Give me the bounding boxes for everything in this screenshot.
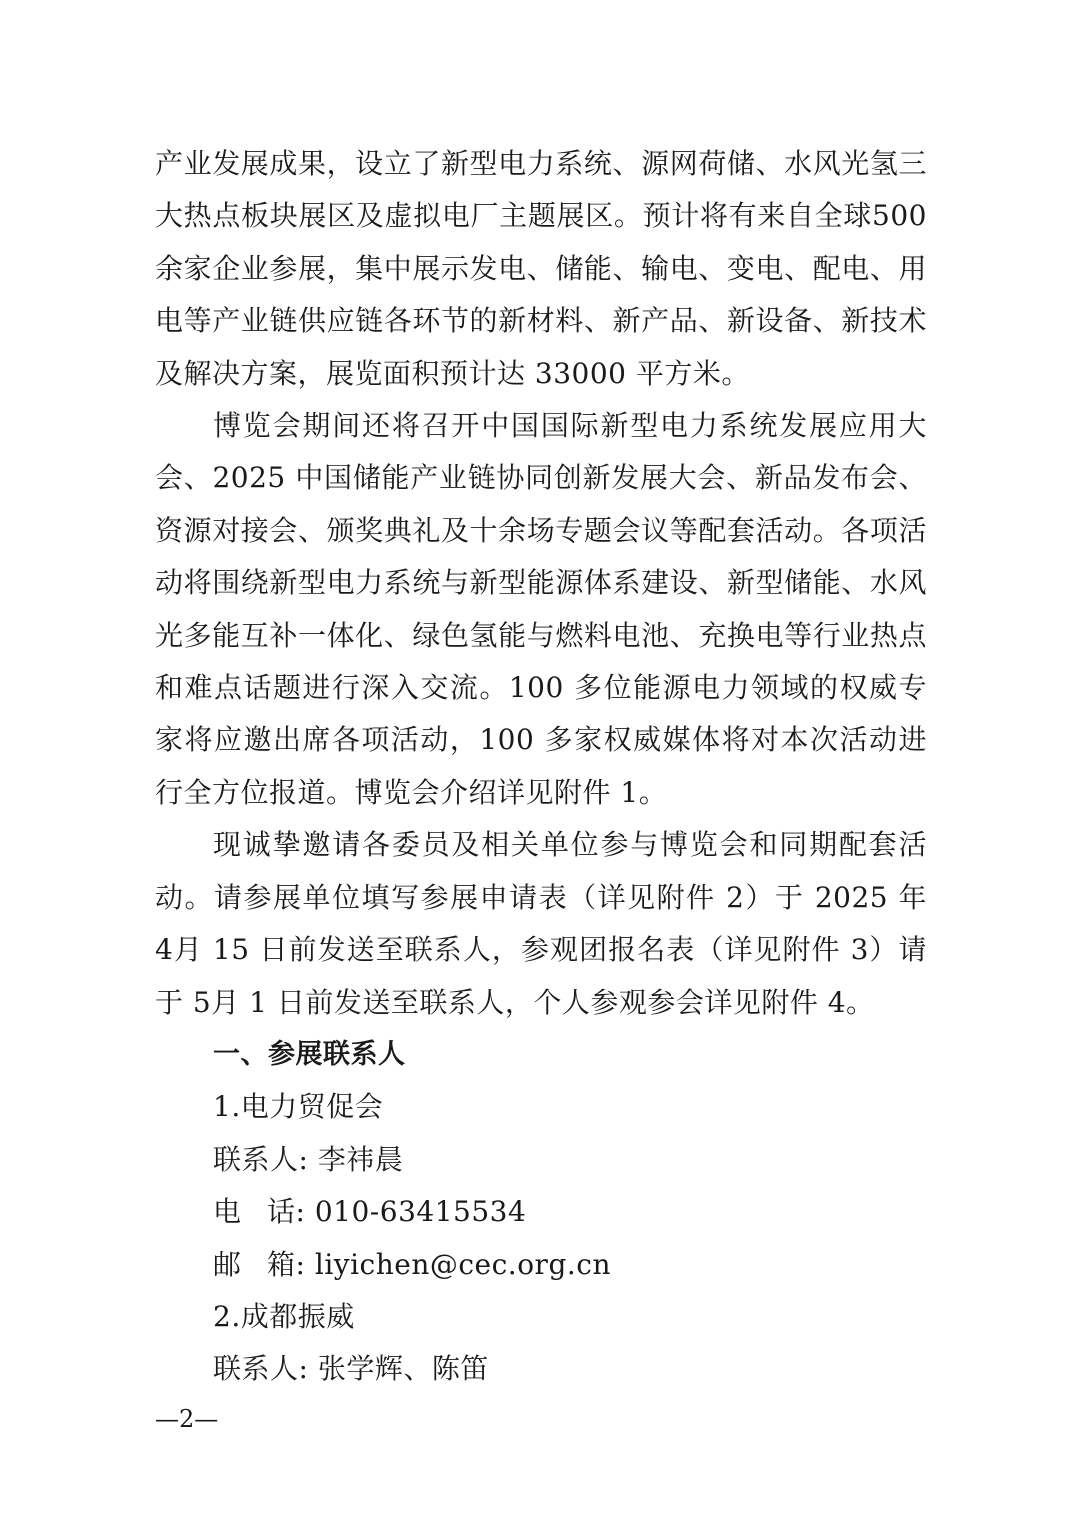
contact-email-address: liyichen@cec.org.cn — [314, 1247, 611, 1281]
contact-phone-label-b: 话: — [267, 1195, 306, 1229]
body-paragraph-3: 现诚挚邀请各委员及相关单位参与博览会和同期配套活动。请参展单位填写参展申请表（详见附件 2）于 2025 年 4月 15 日前发送至联系人，参观团报名表（详见附件 3）请于 5月 1 日前发送至联系人，个人参观参会详见附件 4。 — [155, 828, 927, 1019]
contact-person-label: 联系人: — [213, 1142, 309, 1176]
page-number: —2— — [155, 1405, 219, 1433]
document-body — [155, 138, 927, 1396]
contact-phone-number: 010-63415534 — [314, 1195, 527, 1229]
contact-phone-label-a: 电 — [213, 1195, 268, 1229]
section-heading: 一、参展联系人 — [213, 1038, 406, 1070]
body-paragraph-1: 产业发展成果，设立了新型电力系统、源网荷储、水风光氢三大热点板块展区及虚拟电厂主题展区。预计将有来自全球500余家企业参展，集中展示发电、储能、输电、变电、配电、用电等产业链供应链各环节的新材料、新产品、新设备、新技术及解决方案，展览面积预计达 33000 平方米。 — [155, 147, 927, 390]
contact-org-1: 1.电力贸促会 — [213, 1090, 384, 1124]
body-paragraph-2: 博览会期间还将召开中国国际新型电力系统发展应用大会、2025 中国储能产业链协同创新发展大会、新品发布会、资源对接会、颁奖典礼及十余场专题会议等配套活动。各项活动将围绕新型电力系统与新型能源体系建设、新型储能、水风光多能互补一体化、绿色氢能与燃料电池、充换电等行业热点和难点话题进行深入交流。100 多位能源电力领域的权威专家将应邀出席各项活动，100 多家权威媒体将对本次活动进行全方位报道。博览会介绍详见附件 1。 — [155, 409, 927, 809]
contact-person-label: 联系人: — [213, 1352, 309, 1386]
contact-person-row-1 — [155, 1134, 927, 1186]
contact-email-row-1 — [155, 1239, 927, 1291]
contact-org-2: 2.成都振威 — [213, 1299, 355, 1333]
contact-email-label-b: 箱: — [267, 1247, 306, 1281]
contact-person-name: 张学辉、陈笛 — [317, 1352, 489, 1386]
contact-phone-row-1 — [155, 1186, 927, 1238]
contact-person-row-2 — [155, 1343, 927, 1395]
contact-email-label-a: 邮 — [213, 1247, 268, 1281]
contact-person-name: 李祎晨 — [317, 1142, 404, 1176]
